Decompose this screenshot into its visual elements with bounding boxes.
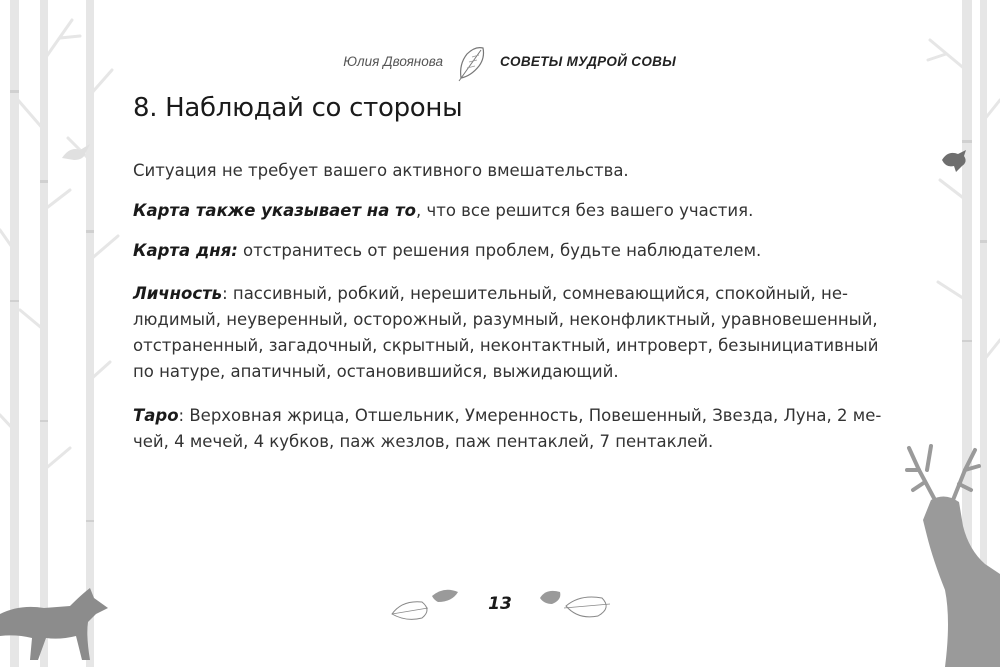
personality-lead: Личность bbox=[133, 284, 223, 303]
header-author: Юлия Двоянова bbox=[343, 54, 443, 69]
tarot-lead: Таро bbox=[133, 406, 179, 425]
tarot-text: : Верховная жрица, Отшельник, Умеренность, Повешенный, Звезда, Луна, 2 ме-чей, 4 мечей, 4 кубков, паж жезлов, паж пентаклей, 7 пентаклей. bbox=[133, 406, 882, 451]
personality-text: : пассивный, робкий, нерешительный, сомневающийся, спокойный, не-людимый, неуверенный, осторожный, разумный, неконфликтный, уравновешенный, отстраненный, загадочный, скрытный, неконтактный, интроверт, безынициативный по натуре, апатичный, остановившийся, выжидающий. bbox=[133, 284, 879, 381]
header-book-title: СОВЕТЫ МУДРОЙ СОВЫ bbox=[500, 54, 676, 69]
birch-tree-icon bbox=[0, 0, 130, 667]
paragraph-situation bbox=[133, 158, 903, 184]
leaves-icon bbox=[536, 584, 616, 624]
card-of-day-lead: Карта дня: bbox=[133, 241, 238, 260]
bird-icon bbox=[60, 140, 94, 166]
paragraph-personality bbox=[133, 281, 903, 385]
oak-leaf-icon bbox=[455, 44, 487, 82]
leaves-icon bbox=[388, 584, 468, 624]
paragraph-card-of-day bbox=[133, 238, 903, 264]
card-also-lead: Карта также указывает на то bbox=[133, 201, 416, 220]
bird-icon bbox=[938, 146, 972, 174]
situation-text: Ситуация не требует вашего активного вмешательства. bbox=[133, 161, 629, 180]
page-number: 13 bbox=[488, 594, 512, 614]
fox-icon bbox=[0, 578, 112, 664]
card-also-text: , что все решится без вашего участия. bbox=[415, 201, 754, 220]
paragraph-tarot bbox=[133, 403, 903, 455]
chapter-title: 8. Наблюдай со стороны bbox=[133, 93, 463, 123]
paragraph-card-also bbox=[133, 198, 903, 224]
deer-icon bbox=[905, 440, 1000, 667]
card-of-day-text: отстранитесь от решения проблем, будьте наблюдателем. bbox=[237, 241, 762, 260]
